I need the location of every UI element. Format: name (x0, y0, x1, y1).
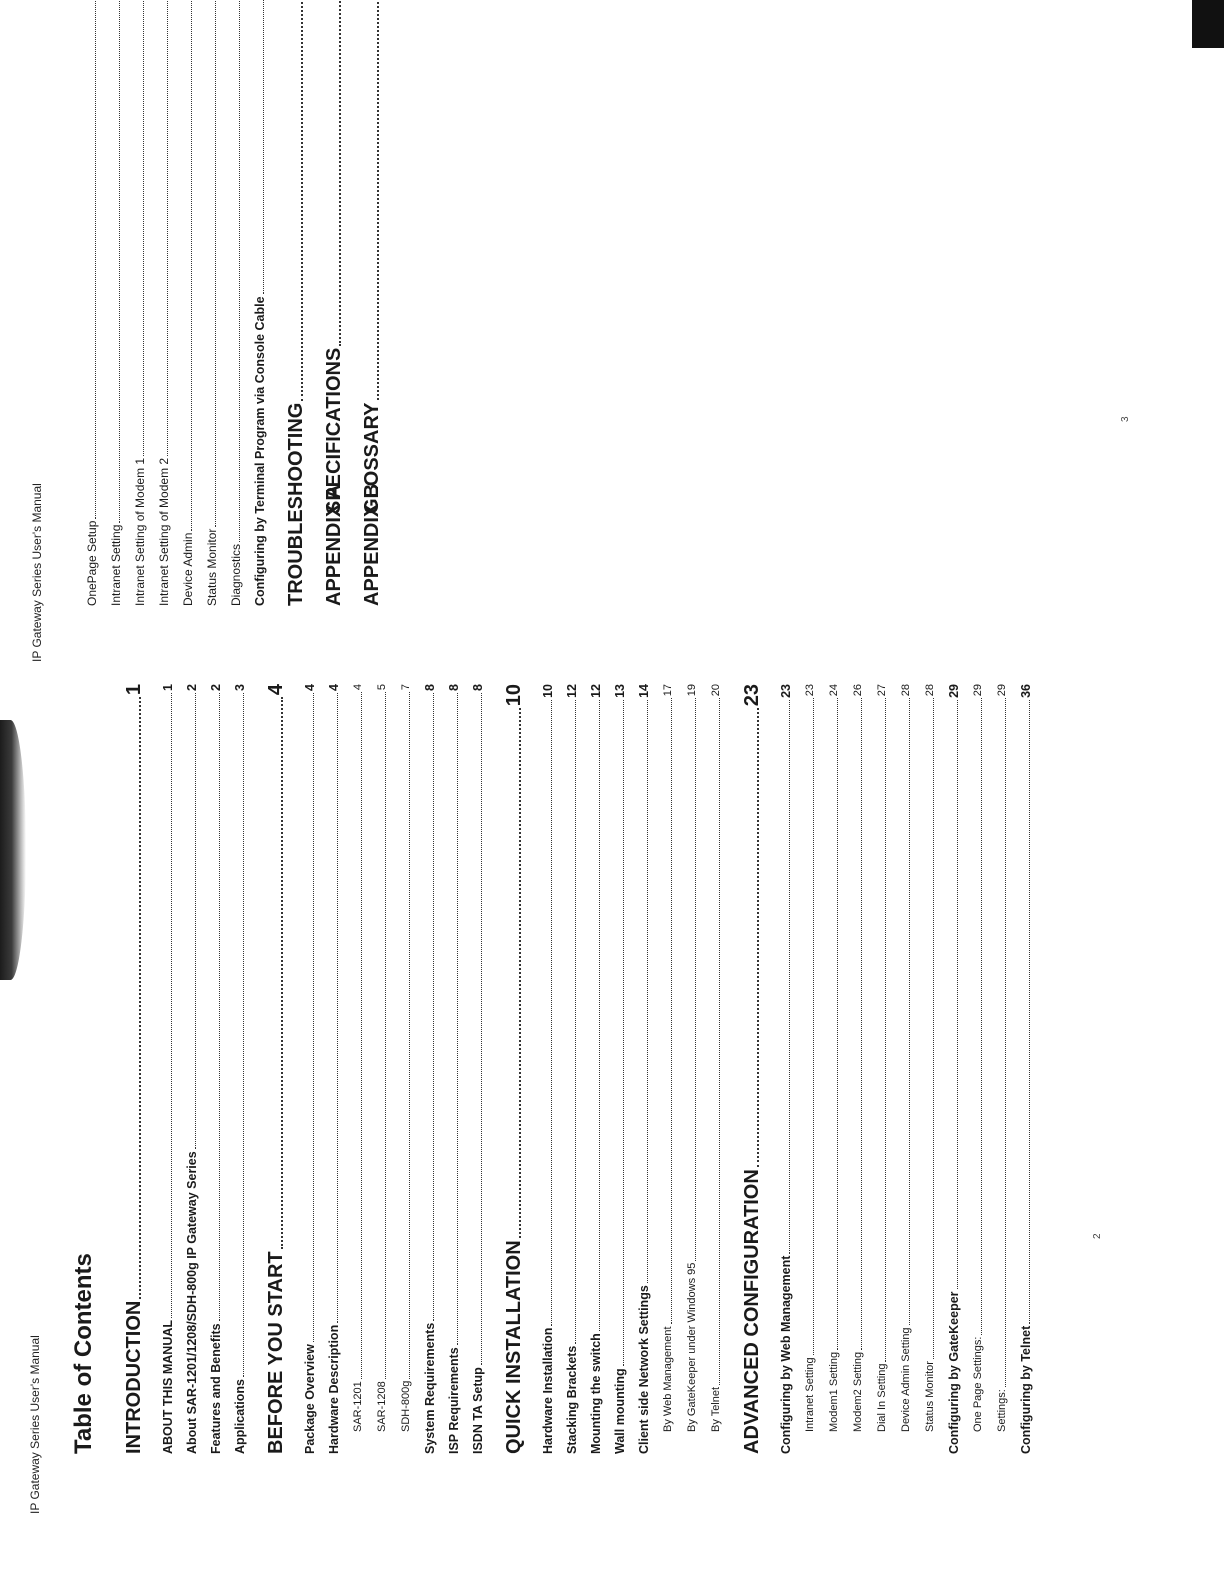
toc-entry-features-and-benefits (204, 684, 228, 1454)
dot-leader (782, 700, 790, 1254)
dot-leader (88, 0, 96, 519)
toc-entry-label: Wall mounting (613, 1368, 627, 1454)
toc-page-number: 23 (804, 684, 816, 697)
toc-entry-label: About SAR-1201/1208/SDH-800g IP Gateway Series (185, 1151, 199, 1454)
toc-page-number: 26 (852, 684, 864, 697)
dot-leader (950, 700, 958, 1290)
toc-entry-label: Mounting the switch (589, 1333, 603, 1454)
toc-entry-intranet-setting (798, 684, 822, 1454)
toc-entry-label: ABOUT THIS MANUAL (161, 1319, 175, 1454)
dot-leader (592, 700, 600, 1331)
toc-entry-label: SDH-800g (400, 1380, 412, 1432)
dot-leader (712, 698, 719, 1385)
toc-entry-label: Device Admin (181, 532, 195, 606)
toc-page-number: 4 (352, 684, 364, 691)
toc-entry-client-side-network-settings (632, 684, 656, 1454)
toc-entry-introduction (120, 684, 148, 1454)
dot-leader (290, 0, 303, 401)
toc-entry-sar-1201 (346, 684, 370, 1454)
dot-leader (160, 0, 168, 456)
toc-page-number: 20 (710, 684, 722, 697)
toc-page-number: 29 (947, 684, 961, 698)
toc-page-number: 8 (447, 684, 461, 691)
toc-page-number: 29 (996, 684, 1008, 697)
dot-leader (366, 0, 379, 401)
toc-entry-label: By Web Management (662, 1326, 674, 1432)
toc-page-number: 27 (876, 684, 888, 697)
toc-entry-device-admin-setting (894, 684, 918, 1454)
toc-page-number: 1 (123, 684, 145, 696)
toc-page-number: 5 (376, 684, 388, 691)
toc-entry-label: Configuring by Web Management (779, 1255, 793, 1454)
toc-entries-left (120, 684, 1038, 1454)
toc-page-number: 4 (303, 684, 317, 691)
dot-leader (746, 708, 759, 1167)
toc-entry-label: TROUBLESHOOTING (285, 402, 307, 606)
toc-page-number: 13 (613, 684, 627, 698)
toc-entry-status-monitor (918, 684, 942, 1454)
toc-entry-status-monitor (200, 0, 224, 606)
dot-leader (330, 693, 338, 1323)
dot-leader (568, 700, 576, 1344)
toc-entries-right (80, 0, 386, 606)
toc-entry-dial-in-setting (870, 684, 894, 1454)
toc-entry-diagnostics (224, 0, 248, 606)
toc-entry-by-telnet (704, 684, 728, 1454)
toc-entry-label: Dial In Setting (876, 1363, 888, 1432)
toc-entry-by-web-management (656, 684, 680, 1454)
toc-entry-settings (990, 684, 1014, 1454)
dot-leader (450, 693, 458, 1345)
dot-leader (128, 697, 141, 1299)
toc-entry-appendix-b-glossary (358, 0, 386, 606)
toc-entry-advanced-configuration (738, 684, 766, 1454)
toc-entry-label: Hardware Description (327, 1324, 341, 1454)
toc-entry-intranet-setting (104, 0, 128, 606)
toc-entry-label: By GateKeeper under Windows 95 (686, 1262, 698, 1432)
toc-entry-label: Intranet Setting of Modem 1 (133, 457, 147, 606)
toc-page-number: 19 (686, 684, 698, 697)
toc-entry-label: Configuring by Terminal Program via Console Cable (253, 296, 267, 606)
running-header: IP Gateway Series User's Manual (28, 1335, 42, 1514)
toc-entry-label: Configuring by GateKeeper (947, 1291, 961, 1454)
dot-leader (188, 693, 196, 1149)
dot-leader (354, 692, 361, 1379)
toc-entry-configuring-by-telnet (1014, 684, 1038, 1454)
dot-leader (878, 698, 885, 1361)
dot-leader (426, 693, 434, 1321)
dot-leader (184, 0, 192, 531)
appendix-title: SPECIFICATIONS (323, 347, 345, 514)
toc-entry-intranet-setting-of-modem-2 (152, 0, 176, 606)
toc-entry-label: Modem2 Setting (852, 1351, 864, 1432)
toc-entry-label: Status Monitor (924, 1361, 936, 1432)
toc-entry-quick-installation (500, 684, 528, 1454)
toc-entry-hardware-description (322, 684, 346, 1454)
toc-page-number: 36 (1019, 684, 1033, 698)
toc-entry-label: Client side Network Settings (637, 1285, 651, 1454)
toc-entry-mounting-the-switch (584, 684, 608, 1454)
toc-page-number: 23 (779, 684, 793, 698)
toc-page-number: 7 (400, 684, 412, 691)
toc-page-number: 28 (900, 684, 912, 697)
dot-leader (544, 700, 552, 1326)
toc-entry-troubleshooting (282, 0, 310, 606)
toc-page-number: 2 (185, 684, 199, 691)
dot-leader (328, 0, 341, 346)
toc-page-number: 14 (637, 684, 651, 698)
toc-entry-label: System Requirements (423, 1322, 437, 1454)
toc-page-number: 12 (565, 684, 579, 698)
dot-leader (270, 697, 283, 1249)
scan-edge-mark (1192, 0, 1224, 48)
dot-leader (998, 698, 1005, 1387)
dot-leader (854, 698, 861, 1350)
toc-entry-label: BEFORE YOU START (265, 1251, 287, 1454)
appendix-title: GLOSSARY (361, 402, 383, 514)
toc-entry-label: QUICK INSTALLATION (503, 1240, 525, 1454)
toc-entry-about-sar-1201-1208-sdh-800g-ip-gateway-series (180, 684, 204, 1454)
toc-entry-label (320, 348, 348, 606)
toc-entry-label: OnePage Setup (85, 520, 99, 606)
toc-entry-intranet-setting-of-modem-1 (128, 0, 152, 606)
toc-page-number: 12 (589, 684, 603, 698)
dot-leader (378, 692, 385, 1379)
toc-entry-configuring-by-gatekeeper (942, 684, 966, 1454)
appendix-code: APPENDIX A (323, 484, 345, 606)
toc-entry-label: SAR-1201 (352, 1381, 364, 1432)
dot-leader (236, 693, 244, 1377)
toc-entry-label: Package Overview (303, 1344, 317, 1454)
toc-entry-about-this-manual (156, 684, 180, 1454)
dot-leader (830, 698, 837, 1350)
toc-entry-package-overview (298, 684, 322, 1454)
toc-entry-configuring-by-terminal-program-via-console-cable (248, 0, 272, 606)
toc-entry-label (358, 403, 386, 607)
toc-entry-label: ISDN TA Setup (471, 1367, 485, 1454)
toc-entry-stacking-brackets (560, 684, 584, 1454)
toc-entry-system-requirements (418, 684, 442, 1454)
book-binding-shadow (0, 720, 26, 980)
toc-entry-label: INTRODUCTION (123, 1300, 145, 1454)
dot-leader (112, 0, 120, 523)
dot-leader (208, 0, 216, 527)
toc-page-number: 23 (741, 684, 763, 707)
dot-leader (136, 0, 144, 456)
toc-entry-modem2-setting (846, 684, 870, 1454)
toc-page-number: 10 (541, 684, 555, 698)
toc-page-number: 28 (924, 684, 936, 697)
dot-leader (806, 698, 813, 1355)
toc-title: Table of Contents (70, 1253, 97, 1454)
toc-entry-label: Settings: (996, 1389, 1008, 1432)
toc-entry-label: Intranet Setting of Modem 2 (157, 457, 171, 606)
toc-right (80, 0, 386, 606)
dot-leader (974, 698, 981, 1334)
toc-entry-before-you-start (262, 684, 290, 1454)
toc-entry-label: Diagnostics (229, 543, 243, 606)
dot-leader (256, 0, 264, 294)
dot-leader (164, 693, 172, 1318)
dot-leader (306, 693, 314, 1342)
toc-page-number: 2 (209, 684, 223, 691)
dot-leader (926, 698, 933, 1359)
toc-entry-sar-1208 (370, 684, 394, 1454)
appendix-code: APPENDIX B (361, 483, 383, 606)
toc-entry-modem1-setting (822, 684, 846, 1454)
dot-leader (402, 692, 409, 1379)
toc-page-number: 17 (662, 684, 674, 697)
toc-entry-one-page-settings (966, 684, 990, 1454)
dot-leader (640, 700, 648, 1283)
dot-leader (232, 0, 240, 542)
toc-entry-sdh-800g (394, 684, 418, 1454)
toc-page-number: 29 (972, 684, 984, 697)
dot-leader (212, 693, 220, 1321)
dot-leader (688, 698, 695, 1260)
dot-leader (616, 700, 624, 1366)
toc-page-number: 8 (423, 684, 437, 691)
toc-entry-label: Modem1 Setting (828, 1351, 840, 1432)
toc-entry-isp-requirements (442, 684, 466, 1454)
dot-leader (1022, 700, 1030, 1324)
dot-leader (508, 708, 521, 1238)
page-number: 2 (1092, 1233, 1103, 1239)
toc-entry-label: By Telnet (710, 1386, 722, 1432)
toc-page-number: 8 (471, 684, 485, 691)
toc-entry-label: SAR-1208 (376, 1381, 388, 1432)
toc-entry-label: Features and Benefits (209, 1323, 223, 1454)
running-header: IP Gateway Series User's Manual (30, 483, 44, 662)
toc-entry-label: Stacking Brackets (565, 1345, 579, 1454)
toc-page-number: 4 (327, 684, 341, 691)
toc-entry-by-gatekeeper-under-windows-95 (680, 684, 704, 1454)
toc-entry-label: One Page Settings: (972, 1336, 984, 1432)
dot-leader (902, 698, 909, 1325)
toc-page-number: 10 (503, 684, 525, 707)
toc-page-number: 24 (828, 684, 840, 697)
toc-entry-hardware-installation (536, 684, 560, 1454)
toc-entry-label: Intranet Setting (109, 524, 123, 606)
toc-entry-label: Status Monitor (205, 528, 219, 606)
page-number: 3 (1120, 416, 1131, 422)
toc-page-number: 3 (233, 684, 247, 691)
toc-entry-label: ISP Requirements (447, 1347, 461, 1454)
toc-page-number: 4 (265, 684, 287, 696)
dot-leader (664, 698, 671, 1324)
toc-entry-configuring-by-web-management (774, 684, 798, 1454)
toc-entry-label: Device Admin Setting (900, 1327, 912, 1432)
toc-entry-appendix-a-specifications (320, 0, 348, 606)
toc-page-number: 1 (161, 684, 175, 691)
toc-entry-label: Intranet Setting (804, 1357, 816, 1432)
toc-entry-applications (228, 684, 252, 1454)
toc-entry-label: Configuring by Telnet (1019, 1325, 1033, 1454)
dot-leader (474, 693, 482, 1365)
toc-entry-label: Hardware Installation (541, 1327, 555, 1454)
toc-entry-onepage-setup (80, 0, 104, 606)
toc-entry-label: Applications (233, 1378, 247, 1454)
toc-entry-wall-mounting (608, 684, 632, 1454)
toc-left (70, 684, 1038, 1454)
toc-entry-device-admin (176, 0, 200, 606)
toc-entry-label: ADVANCED CONFIGURATION (741, 1169, 763, 1454)
toc-entry-isdn-ta-setup (466, 684, 490, 1454)
